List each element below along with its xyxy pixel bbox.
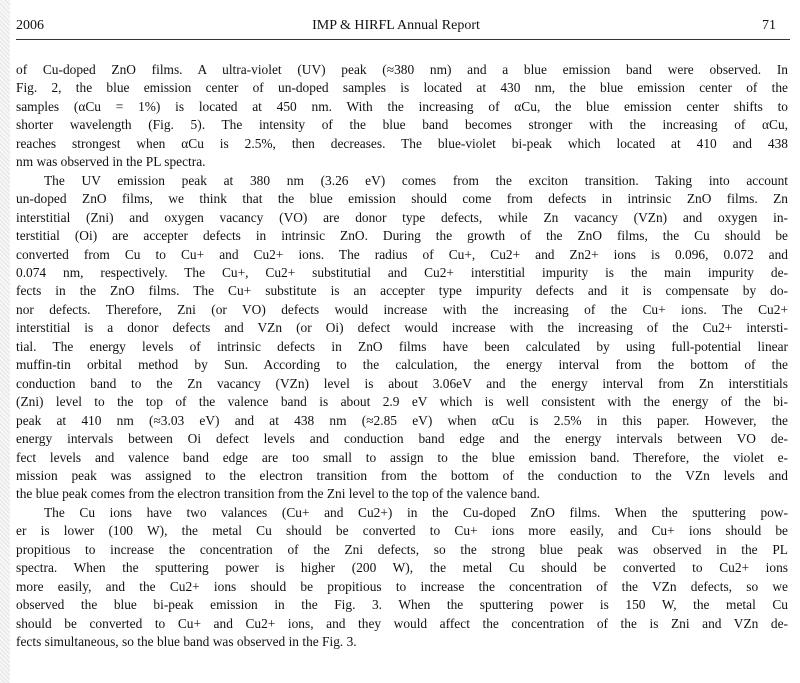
text-line: interstitial (Zni) and oxygen vacancy (VO) are donor type defects, while Zn vacancy (VZn) and oxygen in- xyxy=(16,209,788,225)
text-line: conduction band to the Zn vacancy (VZn) level is about 3.06eV and the energy interval from Zn interstitials xyxy=(16,375,788,391)
text-line: mission peak was assigned to the electron transition from the bottom of the conduction to the VZn levels and xyxy=(16,467,788,483)
text-line: more easily, and the Cu2+ ions should be propitious to increase the concentration of the VZn defects, so we xyxy=(16,578,788,594)
header-year: 2006 xyxy=(16,18,44,33)
text-line: nm was observed in the PL spectra. xyxy=(16,154,206,170)
text-line: propitious to increase the concentration of the Zni defects, so the strong blue peak was observed in the PL xyxy=(16,541,788,557)
text-line: er is lower (100 W), the metal Cu should be converted to Cu+ ions more easily, and Cu+ ions should be xyxy=(16,523,788,539)
text-line: tial. The energy levels of intrinsic defects in ZnO films have been calculated by using full-potential linear xyxy=(16,338,788,354)
text-line: energy intervals between Oi defect levels and conduction band edge and the energy intervals between VO de- xyxy=(16,431,788,447)
running-header xyxy=(16,14,776,36)
text-line: 0.074 nm, respectively. The Cu+, Cu2+ substitutial and Cu2+ interstitial impurity is the main impurity de- xyxy=(16,264,788,280)
page-number: 71 xyxy=(762,18,776,33)
text-line: terstitial (Oi) are accepter defects in intrinsic ZnO. During the growth of the ZnO films, the Cu should be xyxy=(16,228,788,244)
text-line: The Cu ions have two valances (Cu+ and Cu2+) in the Cu-doped ZnO films. When the sputtering pow- xyxy=(44,504,788,520)
paragraph xyxy=(16,61,788,172)
text-line: shorter wavelength (Fig. 5). The intensity of the blue band becomes stronger with the increasing of αCu, xyxy=(16,117,788,133)
header-rule xyxy=(16,39,790,40)
text-line: peak at 410 nm (≈3.03 eV) and at 438 nm (≈2.85 eV) when αCu is 2.5% in this paper. However, the xyxy=(16,412,788,428)
body-text xyxy=(16,61,788,652)
text-line: un-doped ZnO films, we think that the blue emission should come from defects in intrinsic ZnO films. Zn xyxy=(16,191,788,207)
text-line: nor defects. Therefore, Zni (or VO) defects would increase with the increasing of the Cu+ ions. The Cu2+ xyxy=(16,301,788,317)
text-line: fect levels and valence band edge are too small to assign to the blue emission band. Therefore, the violet e- xyxy=(16,449,788,465)
paragraph xyxy=(16,172,788,504)
text-line: spectra. When the sputtering power is higher (200 W), the metal Cu should be converted to Cu2+ ions xyxy=(16,560,788,576)
text-line: observed the blue bi-peak emission in the Fig. 3. When the sputtering power is 150 W, the metal Cu xyxy=(16,597,788,613)
header-title: IMP & HIRFL Annual Report xyxy=(312,18,480,33)
text-line: The UV emission peak at 380 nm (3.26 eV) comes from the exciton transition. Taking into account xyxy=(44,172,788,188)
scan-edge-texture xyxy=(0,0,10,683)
text-line: should be converted to Cu+ and Cu2+ ions, and they would affect the concentration of the is Zni and VZn de- xyxy=(16,615,788,631)
text-line: Fig. 2, the blue emission center of un-doped samples is located at 430 nm, the blue emission center of the xyxy=(16,80,788,96)
text-line: interstitial is a donor defects and VZn (or Oi) defect would increase with the increasing of the Cu2+ intersti- xyxy=(16,320,788,336)
text-line: the blue peak comes from the electron transition from the Zni level to the top of the valence band. xyxy=(16,486,540,502)
paragraph xyxy=(16,504,788,652)
text-line: converted from Cu to Cu+ and Cu2+ ions. The radius of Cu+, Cu2+ and Zn2+ ions is 0.096, 0.072 and xyxy=(16,246,788,262)
text-line: fects simultaneous, so the blue band was observed in the Fig. 3. xyxy=(16,634,357,650)
text-line: reaches strongest when αCu is 2.5%, then decreases. The blue-violet bi-peak which located at 410 and 438 xyxy=(16,135,788,151)
text-line: of Cu-doped ZnO films. A ultra-violet (UV) peak (≈380 nm) and a blue emission band were observed. In xyxy=(16,62,788,77)
text-line: samples (αCu = 1%) is located at 450 nm. With the increasing of αCu, the blue emission center shifts to xyxy=(16,98,788,114)
text-line: (Zni) level to the top of the valence band is about 2.9 eV which is well consistent with the energy of the bi- xyxy=(16,394,788,410)
text-line: fects in the ZnO films. The Cu+ substitute is an accepter type impurity defects and it is compensate by do- xyxy=(16,283,788,299)
text-line: muffin-tin orbital method by Sun. According to the calculation, the energy interval from the bottom of the xyxy=(16,357,788,373)
